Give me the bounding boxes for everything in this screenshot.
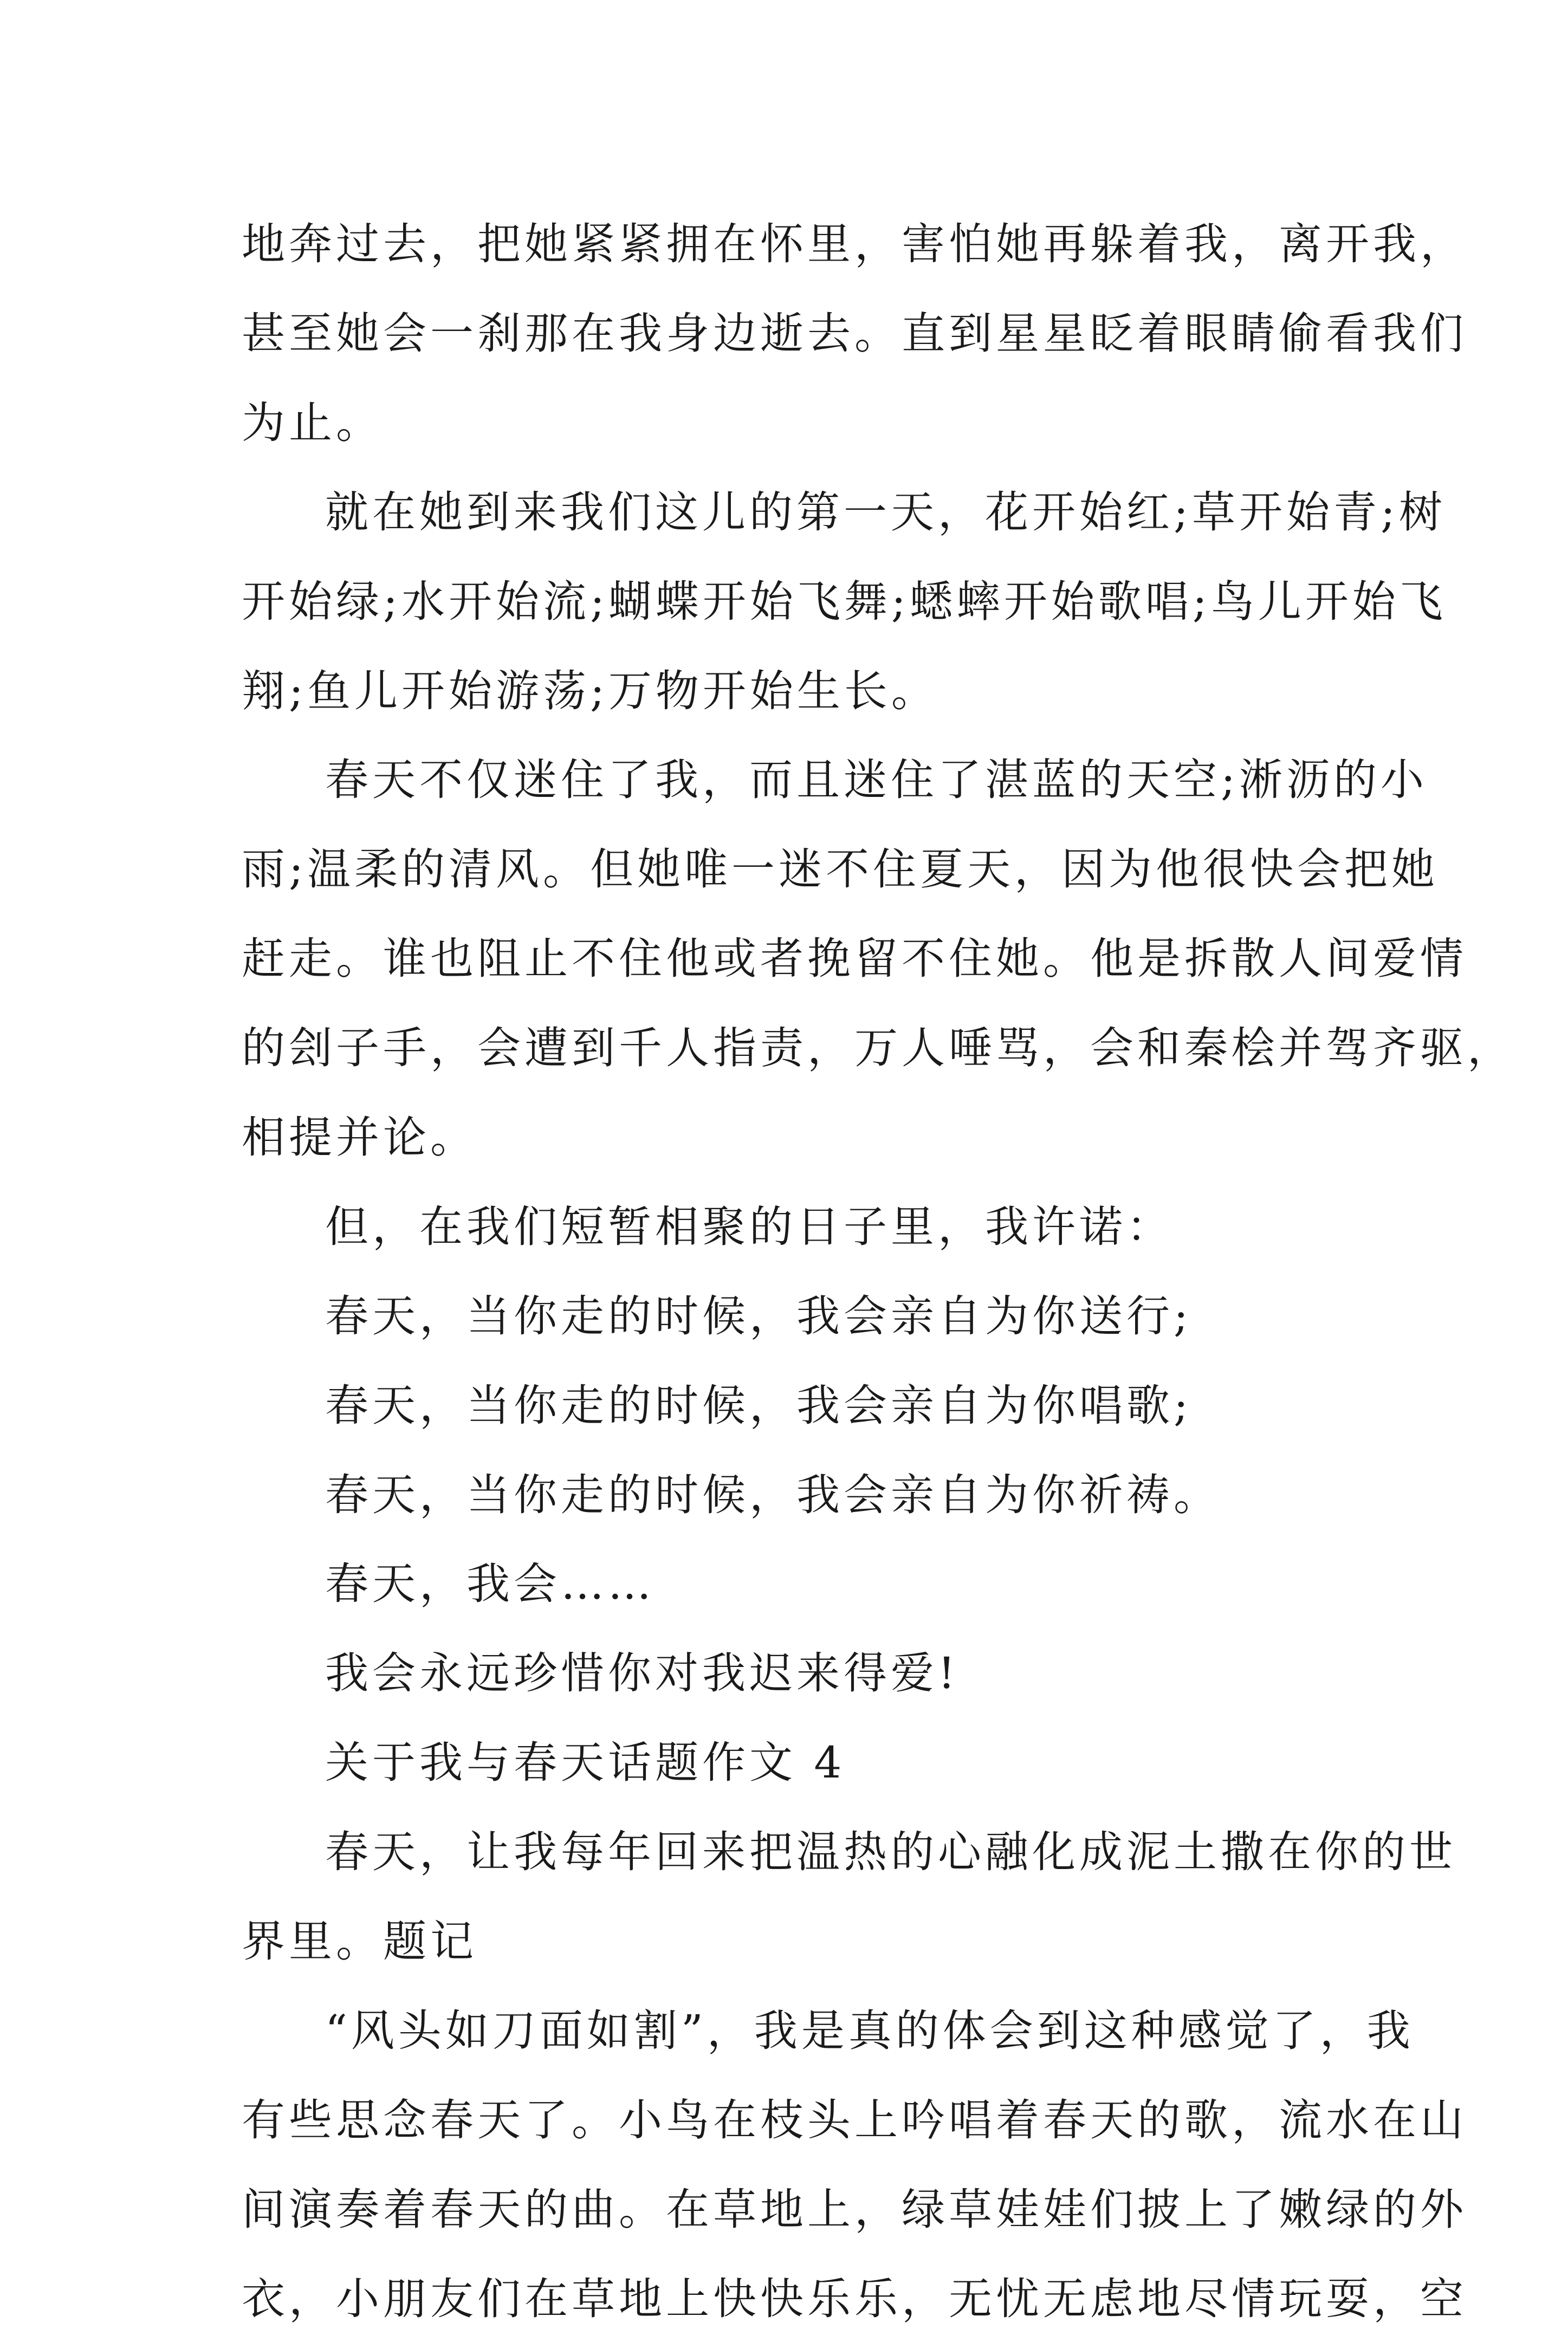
text-line: 我会永远珍惜你对我迟来得爱! — [325, 1648, 960, 1698]
text-line: 甚至她会一刹那在我身边逝去。直到星星眨着眼睛偷看我们 — [242, 308, 1467, 359]
text-line: 界里。题记 — [242, 1916, 477, 1967]
text-line: 雨;温柔的清风。但她唯一迷不住夏天，因为他很快会把她 — [242, 844, 1439, 894]
text-line: 春天不仅迷住了我，而且迷住了湛蓝的天空;淅沥的小 — [325, 755, 1428, 805]
text-line: 开始绿;水开始流;蝴蝶开始飞舞;蟋蟀开始歌唱;鸟儿开始飞 — [242, 576, 1447, 627]
text-line: 地奔过去，把她紧紧拥在怀里，害怕她再躲着我，离开我， — [242, 219, 1467, 269]
text-line: 相提并论。 — [242, 1112, 477, 1163]
text-line: 衣，小朋友们在草地上快快乐乐，无忧无虑地尽情玩耍，空 — [242, 2274, 1467, 2324]
text-line: 翔;鱼儿开始游荡;万物开始生长。 — [242, 666, 938, 716]
text-line: 春天，当你走的时候，我会亲自为你唱歌; — [325, 1380, 1192, 1431]
text-line: 赶走。谁也阻止不住他或者挽留不住她。他是拆散人间爱情 — [242, 933, 1467, 984]
text-line: 间演奏着春天的曲。在草地上，绿草娃娃们披上了嫩绿的外 — [242, 2184, 1467, 2235]
text-line: 为止。 — [242, 398, 383, 448]
text-line: 但，在我们短暂相聚的日子里，我许诺： — [325, 1202, 1174, 1252]
text-line: “风头如刀面如割”，我是真的体会到这种感觉了，我 — [325, 2006, 1414, 2056]
text-line: 就在她到来我们这儿的第一天，花开始红;草开始青;树 — [325, 487, 1446, 537]
text-line: 春天，当你走的时候，我会亲自为你祈祷。 — [325, 1470, 1221, 1520]
text-line: 春天，当你走的时候，我会亲自为你送行; — [325, 1291, 1192, 1341]
text-line: 有些思念春天了。小鸟在枝头上吟唱着春天的歌，流水在山 — [242, 2095, 1467, 2145]
section-heading: 关于我与春天话题作文 4 — [325, 1737, 846, 1788]
text-line: 春天，让我每年回来把温热的心融化成泥土撒在你的世 — [325, 1827, 1456, 1877]
text-line: 的刽子手，会遭到千人指责，万人唾骂，会和秦桧并驾齐驱， — [242, 1023, 1514, 1073]
text-line: 春天，我会…… — [325, 1559, 655, 1609]
